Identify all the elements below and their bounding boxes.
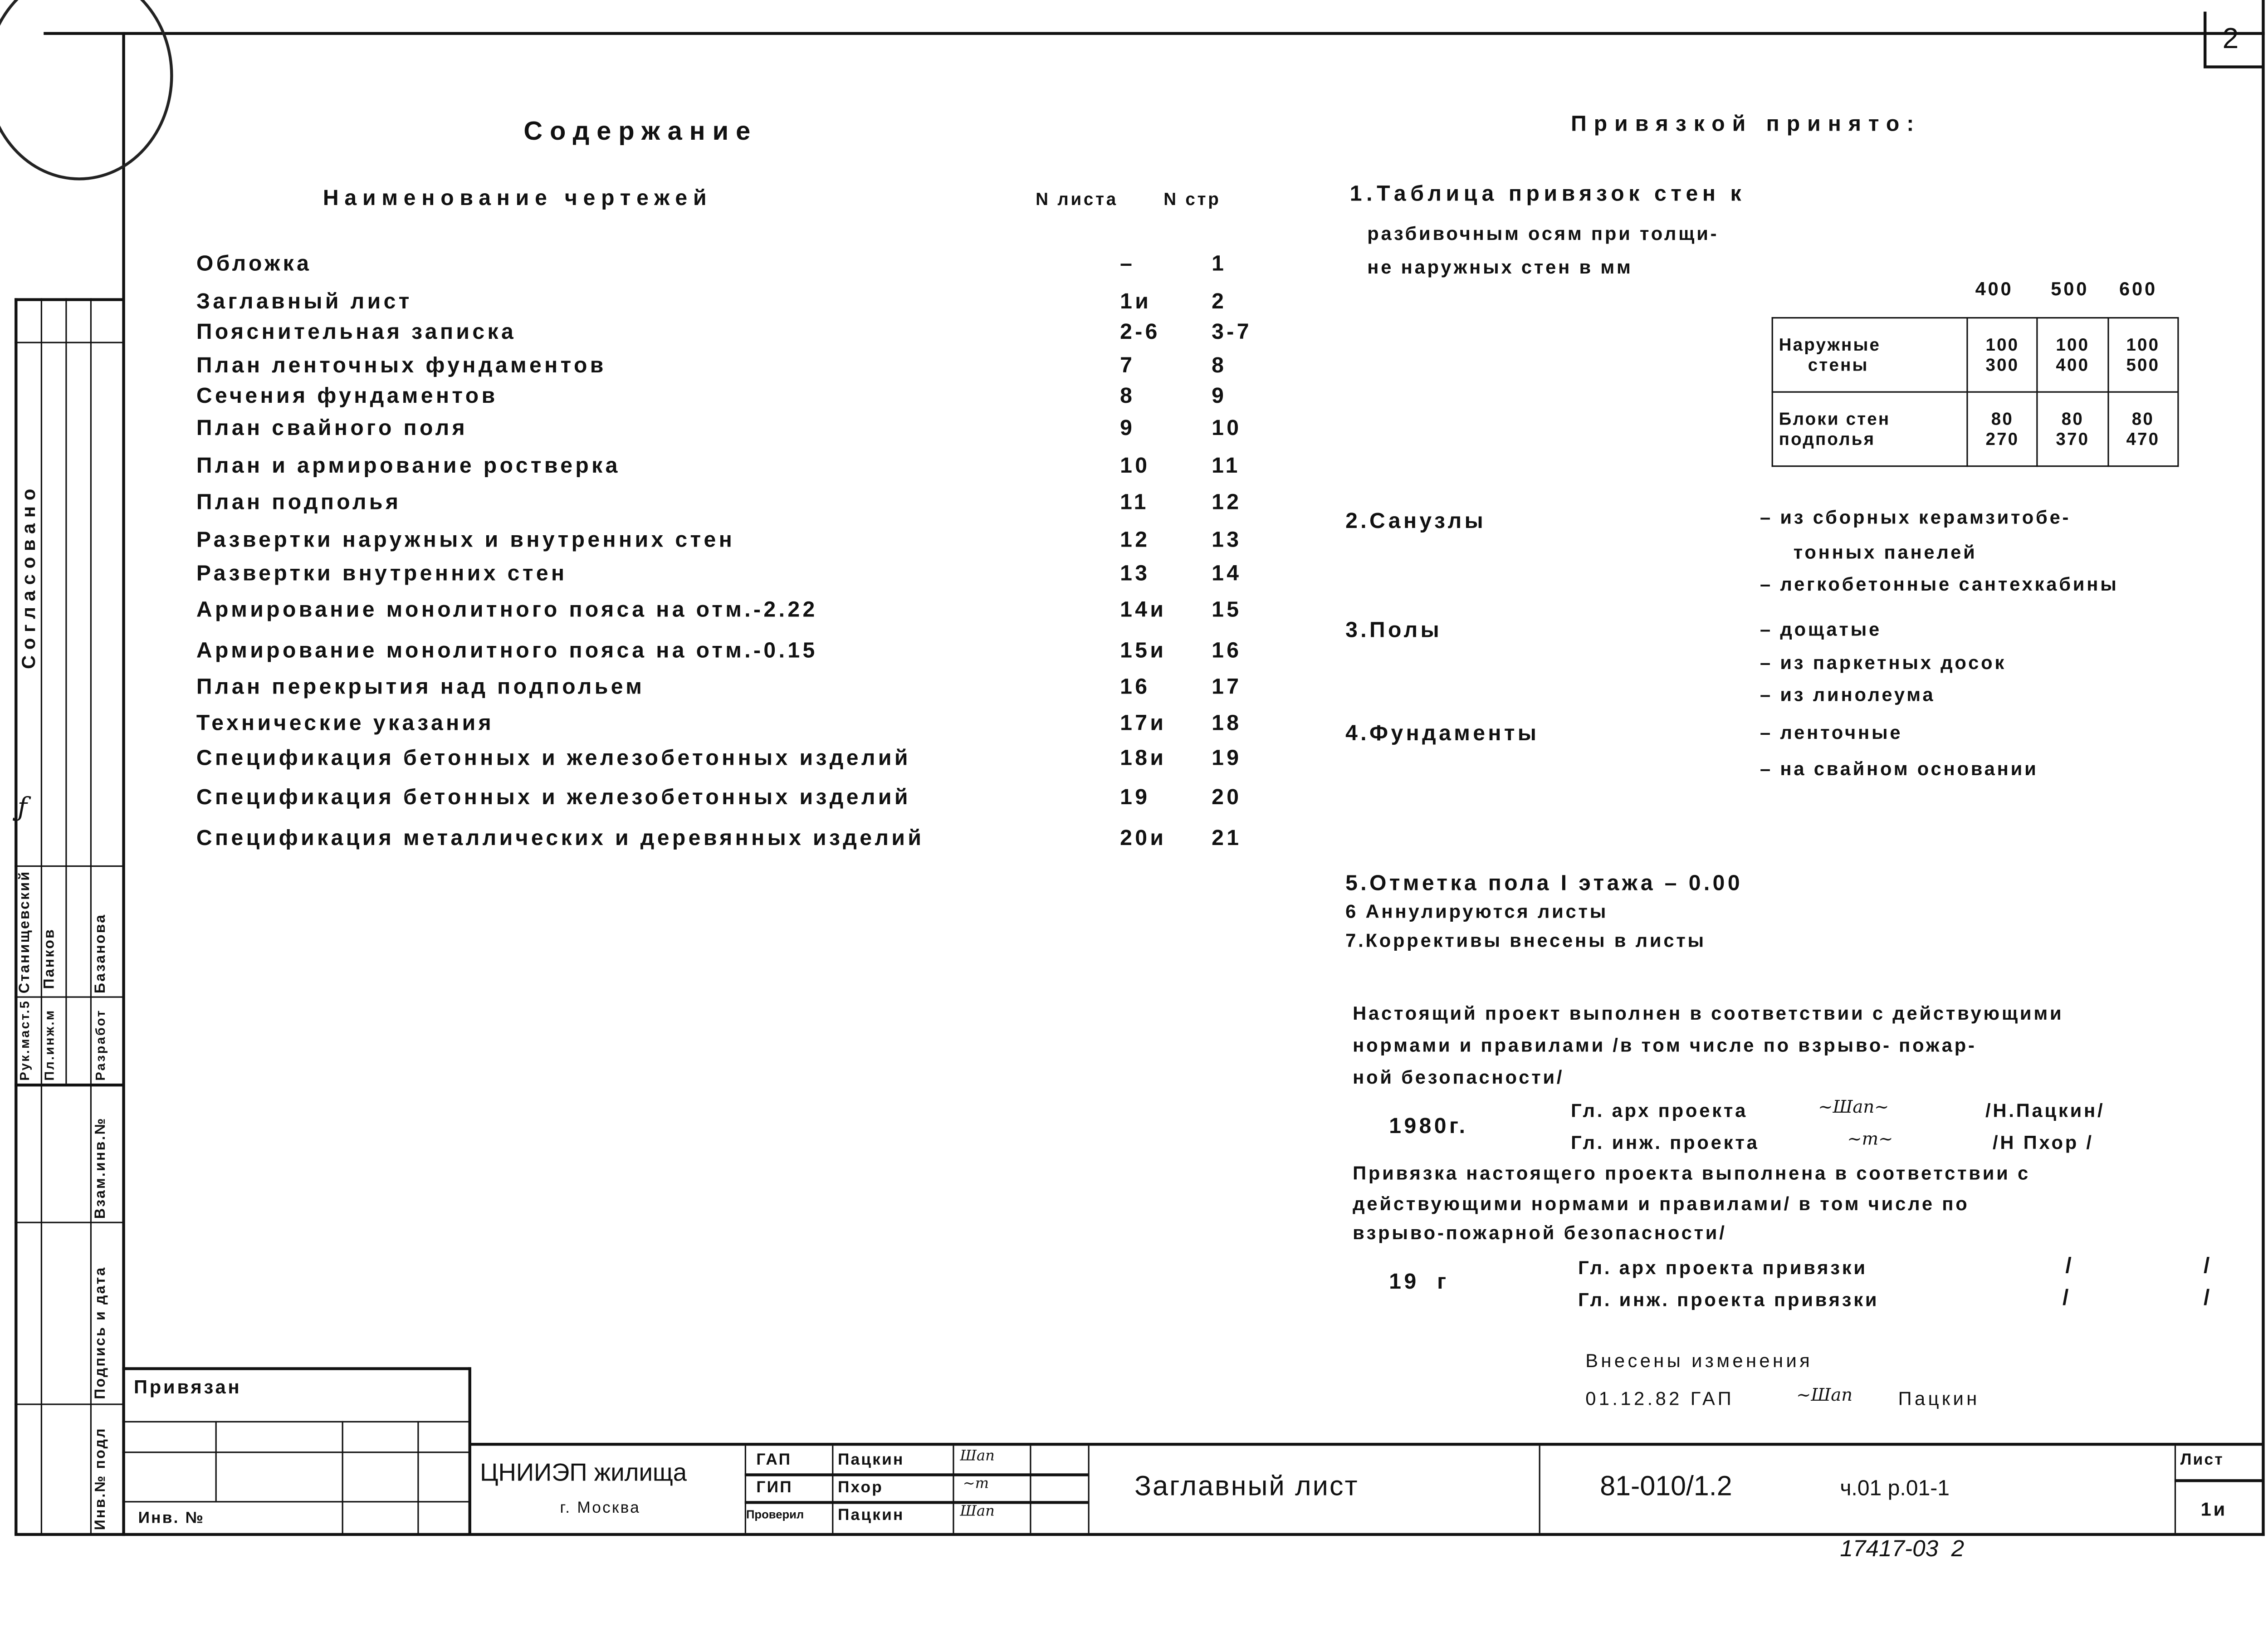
grid-line — [745, 1473, 1088, 1476]
slash: / — [2203, 1285, 2213, 1311]
strip-line — [15, 1084, 123, 1086]
toc-row-name: Развертки наружных и внутренних стен — [196, 528, 735, 553]
accepted-title: Привязкой принято: — [1571, 112, 1921, 137]
strip-line — [15, 298, 123, 301]
signature-mark: Шап — [960, 1504, 995, 1520]
toc-row-name: Армирование монолитного пояса на отм.-2.22 — [196, 597, 818, 623]
organization-city: г. Москва — [560, 1500, 641, 1517]
grid-line — [2175, 1479, 2263, 1482]
approver-role: Пл.инж.м — [42, 1009, 57, 1081]
strip-line — [65, 298, 67, 1084]
sheet-value: 1и — [2200, 1498, 2228, 1520]
signature-mark: ~Шап — [1796, 1384, 1853, 1405]
thickness-400: 400 — [1975, 278, 2014, 300]
sheet-title: Заглавный лист — [1134, 1472, 1359, 1503]
year-1980: 1980г. — [1389, 1114, 1468, 1139]
name-gap: Пацкин — [838, 1451, 904, 1469]
binding-compliance-text: взрыво-пожарной безопасности/ — [1353, 1222, 1727, 1244]
binding-architect-role: Гл. арх проекта привязки — [1578, 1256, 1867, 1279]
binding-compliance-text: Привязка настоящего проекта выполнена в соответствии с — [1353, 1162, 2031, 1184]
signature-mark: ~Шап~ — [1818, 1096, 1889, 1117]
item2-option: тонных панелей — [1793, 541, 1977, 563]
strip-line — [15, 1222, 123, 1223]
strip-line — [41, 298, 42, 1534]
role-gip: ГИП — [756, 1479, 793, 1497]
approver-name: Панков — [42, 928, 59, 989]
compliance-text: ной безопасности/ — [1353, 1066, 1564, 1088]
grid-line — [417, 1421, 419, 1534]
changes-label: Внесены изменения — [1585, 1349, 1813, 1372]
frame-bottom — [15, 1533, 2265, 1536]
toc-row-sheet: – — [1120, 251, 1135, 277]
toc-row-page: 18 — [1212, 711, 1242, 736]
toc-row-sheet: 17и — [1120, 711, 1167, 736]
toc-row-sheet: 12 — [1120, 528, 1150, 553]
toc-row-name: Спецификация бетонных и железобетонных изделий — [196, 746, 911, 771]
signature-mark: Шап — [960, 1448, 995, 1465]
grid-line — [470, 1443, 2263, 1446]
project-part: ч.01 р.01-1 — [1840, 1476, 1950, 1501]
toc-row-name: План и армирование ростверка — [196, 454, 621, 479]
toc-row-page: 10 — [1212, 416, 1242, 441]
toc-row-page: 20 — [1212, 785, 1242, 811]
strip-line — [15, 342, 123, 343]
toc-row-name: План перекрытия над подпольем — [196, 674, 645, 700]
toc-row-name: Армирование монолитного пояса на отм.-0.15 — [196, 638, 818, 664]
cell-value: 270 — [1985, 429, 2019, 450]
approver-role: Разработ — [93, 1009, 108, 1081]
toc-row-page: 14 — [1212, 561, 1242, 586]
signature-mark: ~m — [963, 1476, 989, 1492]
replace-inv-label: Взам.инв.№ — [93, 1117, 109, 1219]
cell-value: 80 — [2131, 409, 2154, 429]
toc-row-name: Пояснительная записка — [196, 320, 517, 345]
table-cell — [1967, 392, 2038, 466]
sheet-label: Лист — [2180, 1451, 2224, 1469]
thickness-500: 500 — [2051, 278, 2089, 300]
toc-col-page: N стр — [1163, 189, 1221, 210]
toc-row-name: Спецификация бетонных и железобетонных изделий — [196, 785, 911, 811]
toc-row-name: План ленточных фундаментов — [196, 353, 606, 378]
toc-row-page: 21 — [1212, 826, 1242, 851]
grid-line — [1088, 1446, 1090, 1533]
table-cell — [2108, 318, 2178, 392]
toc-row-page: 2 — [1212, 289, 1227, 314]
toc-row-sheet: 7 — [1120, 353, 1135, 378]
cell-value: 80 — [2061, 409, 2084, 429]
item4-option: – ленточные — [1760, 721, 1903, 743]
organization-name: ЦНИИЭП жилища — [480, 1459, 687, 1487]
toc-row-name: Заглавный лист — [196, 289, 412, 314]
cell-value: 500 — [2126, 355, 2160, 376]
strip-line — [15, 865, 123, 867]
chief-architect-name: /Н.Пацкин/ — [1985, 1099, 2105, 1122]
cell-value: 100 — [1985, 334, 2019, 355]
toc-row-sheet: 1и — [1120, 289, 1152, 314]
item5-label: 5.Отметка пола I этажа – 0.00 — [1345, 871, 1743, 896]
table-cell — [2038, 318, 2108, 392]
toc-row-page: 3-7 — [1212, 320, 1252, 345]
toc-row-page: 17 — [1212, 674, 1242, 700]
grid-line — [953, 1446, 954, 1533]
strip-line — [90, 298, 92, 1534]
item2-option: – из сборных керамзитобе- — [1760, 506, 2071, 528]
toc-row-sheet: 18и — [1120, 746, 1167, 771]
toc-row-name: Спецификация металлических и деревянных изделий — [196, 826, 924, 851]
toc-row-name: План свайного поля — [196, 416, 468, 441]
binding-title: Привязан — [134, 1376, 242, 1398]
compliance-text: нормами и правилами /в том числе по взрыво- пожар- — [1353, 1034, 1977, 1056]
binding-engineer-role: Гл. инж. проекта привязки — [1578, 1289, 1879, 1311]
toc-row-sheet: 8 — [1120, 384, 1135, 409]
table-cell — [2038, 392, 2108, 466]
toc-row-page: 9 — [1212, 384, 1227, 409]
cell-value: 300 — [1985, 355, 2019, 376]
item3-option: – из паркетных досок — [1760, 651, 2007, 674]
grid-line — [122, 1367, 469, 1370]
toc-title: Содержание — [523, 116, 758, 146]
cell-value: 400 — [2056, 355, 2090, 376]
item1-line: 1.Таблица привязок стен к — [1349, 181, 1746, 207]
toc-row-page: 19 — [1212, 746, 1242, 771]
strip-line — [15, 1403, 123, 1405]
item1-line: не наружных стен в мм — [1367, 256, 1633, 278]
frame-left — [122, 32, 125, 1536]
label-line: Блоки стен — [1779, 409, 1891, 429]
toc-row-page: 11 — [1212, 454, 1241, 479]
wall-binding-table — [1772, 317, 2179, 467]
binding-compliance-text: действующими нормами и правилами/ в том числе по — [1353, 1192, 1970, 1215]
table-row-label — [1772, 318, 1967, 392]
toc-row-page: 1 — [1212, 251, 1227, 277]
chief-architect-role: Гл. арх проекта — [1571, 1099, 1748, 1122]
toc-row-sheet: 16 — [1120, 674, 1150, 700]
label-line: стены — [1808, 355, 1869, 376]
item7-label: 7.Коррективы внесены в листы — [1345, 929, 1706, 952]
toc-row-sheet: 14и — [1120, 597, 1167, 623]
toc-row-sheet: 19 — [1120, 785, 1150, 811]
archive-number: 17417-03 2 — [1840, 1537, 1965, 1562]
page-number: 2 — [2222, 23, 2239, 55]
toc-row-page: 16 — [1212, 638, 1242, 664]
frame-top — [44, 32, 2264, 35]
inv-orig-label: Инв.№ подл — [93, 1427, 109, 1530]
item3-label: 3.Полы — [1345, 618, 1442, 643]
name-gip: Пхор — [838, 1479, 884, 1497]
slash: / — [2065, 1254, 2075, 1279]
toc-row-name: Технические указания — [196, 711, 494, 736]
cell-value: 100 — [2126, 334, 2160, 355]
chief-engineer-name: /Н Пхор / — [1993, 1131, 2094, 1153]
label-line: подполья — [1779, 429, 1876, 450]
thickness-600: 600 — [2119, 278, 2158, 300]
table-cell — [2108, 392, 2178, 466]
grid-line — [2175, 1446, 2176, 1533]
sign-date-label: Подпись и дата — [93, 1266, 109, 1399]
page-box-line — [2204, 12, 2206, 67]
grid-line — [215, 1421, 217, 1501]
compliance-text: Настоящий проект выполнен в соответствии с действующими — [1353, 1002, 2064, 1024]
slash: / — [2062, 1285, 2072, 1311]
item4-label: 4.Фундаменты — [1345, 721, 1540, 746]
toc-row-name: Сечения фундаментов — [196, 384, 498, 409]
agreed-label: Согласовано — [17, 483, 39, 669]
role-gap: ГАП — [756, 1451, 792, 1469]
item6-label: 6 Аннулируются листы — [1345, 900, 1608, 922]
institute-stamp-seal — [0, 0, 173, 181]
item2-label: 2.Санузлы — [1345, 509, 1486, 534]
toc-row-page: 12 — [1212, 490, 1242, 515]
approver-name: Базанова — [93, 913, 109, 994]
toc-row-sheet: 10 — [1120, 454, 1150, 479]
signature-mark: ƒ — [17, 792, 27, 823]
cell-value: 100 — [2056, 334, 2090, 355]
year-blank: 19 г — [1389, 1270, 1449, 1295]
grid-line — [832, 1446, 833, 1533]
grid-line — [745, 1501, 1088, 1504]
table-row — [1772, 392, 2178, 466]
cell-value: 370 — [2056, 429, 2090, 450]
signature-mark: ~m~ — [1847, 1129, 1893, 1149]
approver-name: Станищевский — [17, 870, 34, 994]
slash: / — [2203, 1254, 2213, 1279]
frame-right — [2262, 0, 2264, 1536]
chief-engineer-role: Гл. инж. проекта — [1571, 1131, 1760, 1153]
cell-value: 80 — [1991, 409, 2014, 429]
page-box-line — [2204, 65, 2263, 68]
approver-role: Рук.маст.5 — [17, 999, 32, 1081]
item1-line: разбивочным осям при толщи- — [1367, 222, 1719, 244]
toc-row-name: Развертки внутренних стен — [196, 561, 567, 586]
cell-value: 470 — [2126, 429, 2160, 450]
toc-row-name: План подполья — [196, 490, 401, 515]
table-cell — [1967, 318, 2038, 392]
toc-row-sheet: 2-6 — [1120, 320, 1160, 345]
label-line: Наружные — [1779, 334, 1881, 355]
toc-row-sheet: 11 — [1120, 490, 1149, 515]
name-checked: Пацкин — [838, 1507, 904, 1525]
item3-option: – дощатые — [1760, 618, 1882, 640]
strip-line — [15, 997, 123, 998]
toc-row-page: 15 — [1212, 597, 1242, 623]
item4-option: – на свайном основании — [1760, 757, 2038, 780]
toc-row-page: 8 — [1212, 353, 1227, 378]
toc-row-sheet: 20и — [1120, 826, 1167, 851]
table-row — [1772, 318, 2178, 392]
toc-row-sheet: 15и — [1120, 638, 1167, 664]
toc-row-sheet: 13 — [1120, 561, 1150, 586]
item2-option: – легкобетонные сантехкабины — [1760, 573, 2119, 595]
grid-line — [342, 1421, 343, 1534]
toc-col-name: Наименование чертежей — [323, 186, 713, 211]
changes-name: Пацкин — [1898, 1388, 1980, 1410]
grid-line — [1030, 1446, 1031, 1533]
toc-row-page: 13 — [1212, 528, 1242, 553]
project-code: 81-010/1.2 — [1600, 1472, 1732, 1503]
changes-date: 01.12.82 ГАП — [1585, 1388, 1735, 1410]
role-checked: Проверил — [746, 1508, 804, 1522]
grid-line — [469, 1367, 471, 1534]
toc-row-name: Обложка — [196, 251, 312, 277]
table-row-label — [1772, 392, 1967, 466]
inv-number-label: Инв. № — [138, 1510, 205, 1527]
item3-option: – из линолеума — [1760, 684, 1936, 706]
grid-line — [1539, 1446, 1540, 1533]
toc-row-sheet: 9 — [1120, 416, 1135, 441]
toc-col-sheet: N листа — [1036, 189, 1119, 210]
